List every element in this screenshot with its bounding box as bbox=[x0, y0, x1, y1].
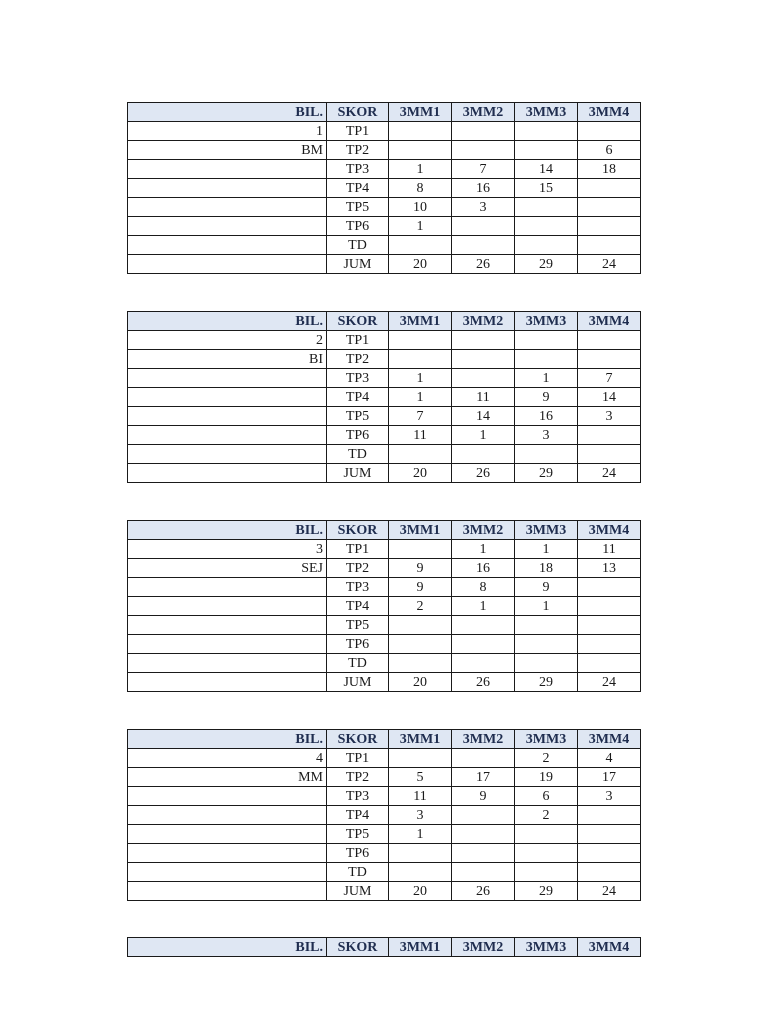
table-row bbox=[128, 616, 641, 635]
skor-cell: TP4 bbox=[327, 806, 389, 825]
value-cell bbox=[515, 236, 578, 255]
header-bil: BIL. bbox=[128, 938, 327, 957]
skor-cell: TP3 bbox=[327, 787, 389, 806]
table-row bbox=[128, 160, 641, 179]
header-class: 3MM1 bbox=[389, 938, 452, 957]
value-cell: 1 bbox=[452, 426, 515, 445]
value-cell bbox=[389, 350, 452, 369]
header-class: 3MM3 bbox=[515, 312, 578, 331]
skor-cell: TP6 bbox=[327, 635, 389, 654]
table-row bbox=[128, 673, 641, 692]
skor-cell: JUM bbox=[327, 255, 389, 274]
skor-cell: TP1 bbox=[327, 749, 389, 768]
skor-cell: TD bbox=[327, 236, 389, 255]
bil-cell bbox=[128, 882, 327, 901]
value-cell bbox=[515, 654, 578, 673]
skor-cell: TP2 bbox=[327, 559, 389, 578]
table-row bbox=[128, 578, 641, 597]
value-cell bbox=[389, 616, 452, 635]
value-cell bbox=[452, 369, 515, 388]
bil-cell bbox=[128, 426, 327, 445]
value-cell bbox=[452, 806, 515, 825]
value-cell: 2 bbox=[515, 749, 578, 768]
value-cell: 9 bbox=[452, 787, 515, 806]
skor-cell: TP1 bbox=[327, 540, 389, 559]
skor-cell: TD bbox=[327, 445, 389, 464]
bil-cell: MM bbox=[128, 768, 327, 787]
value-cell: 11 bbox=[452, 388, 515, 407]
bil-cell bbox=[128, 806, 327, 825]
value-cell: 24 bbox=[578, 464, 641, 483]
header-class: 3MM2 bbox=[452, 103, 515, 122]
skor-cell: TP4 bbox=[327, 388, 389, 407]
value-cell: 20 bbox=[389, 882, 452, 901]
value-cell: 1 bbox=[515, 369, 578, 388]
value-cell: 17 bbox=[578, 768, 641, 787]
skor-cell: TP6 bbox=[327, 217, 389, 236]
value-cell bbox=[515, 616, 578, 635]
value-cell: 1 bbox=[452, 597, 515, 616]
header-class: 3MM3 bbox=[515, 730, 578, 749]
header-class: 3MM3 bbox=[515, 938, 578, 957]
header-class: 3MM1 bbox=[389, 103, 452, 122]
value-cell bbox=[578, 863, 641, 882]
value-cell bbox=[515, 141, 578, 160]
header-class: 3MM1 bbox=[389, 730, 452, 749]
value-cell: 11 bbox=[389, 787, 452, 806]
value-cell: 5 bbox=[389, 768, 452, 787]
value-cell: 16 bbox=[452, 559, 515, 578]
value-cell: 29 bbox=[515, 673, 578, 692]
skor-cell: TP1 bbox=[327, 122, 389, 141]
value-cell bbox=[389, 122, 452, 141]
value-cell: 20 bbox=[389, 255, 452, 274]
table-row bbox=[128, 255, 641, 274]
value-cell: 1 bbox=[389, 217, 452, 236]
bil-cell bbox=[128, 160, 327, 179]
value-cell: 10 bbox=[389, 198, 452, 217]
bil-cell bbox=[128, 578, 327, 597]
header-bil: BIL. bbox=[128, 312, 327, 331]
value-cell bbox=[389, 445, 452, 464]
value-cell: 7 bbox=[389, 407, 452, 426]
value-cell bbox=[389, 749, 452, 768]
value-cell bbox=[452, 825, 515, 844]
bil-cell: SEJ bbox=[128, 559, 327, 578]
table-row bbox=[128, 464, 641, 483]
header-skor: SKOR bbox=[327, 730, 389, 749]
skor-cell: JUM bbox=[327, 882, 389, 901]
table-row bbox=[128, 597, 641, 616]
value-cell: 18 bbox=[515, 559, 578, 578]
value-cell bbox=[452, 122, 515, 141]
value-cell: 14 bbox=[578, 388, 641, 407]
value-cell: 9 bbox=[515, 388, 578, 407]
value-cell bbox=[578, 122, 641, 141]
value-cell bbox=[578, 217, 641, 236]
table-row bbox=[128, 825, 641, 844]
skor-cell: TP5 bbox=[327, 616, 389, 635]
value-cell: 2 bbox=[515, 806, 578, 825]
table-row bbox=[128, 787, 641, 806]
skor-cell: TP2 bbox=[327, 768, 389, 787]
value-cell: 1 bbox=[389, 388, 452, 407]
value-cell bbox=[578, 844, 641, 863]
value-cell: 6 bbox=[578, 141, 641, 160]
skor-cell: TP5 bbox=[327, 407, 389, 426]
table-row bbox=[128, 198, 641, 217]
bil-cell bbox=[128, 179, 327, 198]
value-cell bbox=[515, 863, 578, 882]
table-row bbox=[128, 217, 641, 236]
value-cell: 9 bbox=[389, 578, 452, 597]
header-class: 3MM3 bbox=[515, 103, 578, 122]
value-cell: 1 bbox=[389, 825, 452, 844]
header-bil: BIL. bbox=[128, 521, 327, 540]
skor-cell: TP5 bbox=[327, 825, 389, 844]
value-cell bbox=[389, 540, 452, 559]
header-class: 3MM2 bbox=[452, 938, 515, 957]
value-cell: 19 bbox=[515, 768, 578, 787]
skor-cell: JUM bbox=[327, 464, 389, 483]
value-cell bbox=[578, 825, 641, 844]
bil-cell bbox=[128, 863, 327, 882]
value-cell: 18 bbox=[578, 160, 641, 179]
value-cell: 16 bbox=[515, 407, 578, 426]
value-cell: 1 bbox=[515, 597, 578, 616]
table-row bbox=[128, 445, 641, 464]
bil-cell: 2 bbox=[128, 331, 327, 350]
bil-cell bbox=[128, 198, 327, 217]
bil-cell bbox=[128, 654, 327, 673]
bil-cell bbox=[128, 673, 327, 692]
table-row bbox=[128, 844, 641, 863]
value-cell bbox=[452, 844, 515, 863]
header-skor: SKOR bbox=[327, 103, 389, 122]
value-cell bbox=[578, 635, 641, 654]
value-cell bbox=[452, 635, 515, 654]
table-header-row bbox=[128, 938, 641, 957]
value-cell bbox=[452, 236, 515, 255]
value-cell: 6 bbox=[515, 787, 578, 806]
header-class: 3MM4 bbox=[578, 521, 641, 540]
value-cell: 3 bbox=[578, 787, 641, 806]
header-bil: BIL. bbox=[128, 730, 327, 749]
value-cell: 9 bbox=[515, 578, 578, 597]
header-class: 3MM2 bbox=[452, 312, 515, 331]
bil-cell bbox=[128, 255, 327, 274]
score-table-1 bbox=[127, 102, 641, 274]
value-cell bbox=[515, 198, 578, 217]
value-cell: 3 bbox=[578, 407, 641, 426]
value-cell: 11 bbox=[578, 540, 641, 559]
value-cell bbox=[578, 179, 641, 198]
value-cell: 20 bbox=[389, 673, 452, 692]
value-cell: 24 bbox=[578, 882, 641, 901]
value-cell bbox=[515, 217, 578, 236]
value-cell bbox=[578, 445, 641, 464]
score-table-3 bbox=[127, 520, 641, 692]
bil-cell bbox=[128, 616, 327, 635]
value-cell bbox=[515, 635, 578, 654]
skor-cell: TP5 bbox=[327, 198, 389, 217]
table-header-row bbox=[128, 103, 641, 122]
value-cell bbox=[515, 122, 578, 141]
score-table-5 bbox=[127, 937, 641, 957]
value-cell bbox=[452, 141, 515, 160]
score-table-4 bbox=[127, 729, 641, 901]
table-row bbox=[128, 179, 641, 198]
skor-cell: TD bbox=[327, 654, 389, 673]
value-cell bbox=[389, 331, 452, 350]
header-class: 3MM4 bbox=[578, 103, 641, 122]
table-row bbox=[128, 141, 641, 160]
bil-cell bbox=[128, 388, 327, 407]
bil-cell: 4 bbox=[128, 749, 327, 768]
table-header-row bbox=[128, 312, 641, 331]
value-cell bbox=[389, 844, 452, 863]
value-cell: 20 bbox=[389, 464, 452, 483]
header-class: 3MM4 bbox=[578, 938, 641, 957]
table-row bbox=[128, 350, 641, 369]
value-cell bbox=[452, 445, 515, 464]
skor-cell: TD bbox=[327, 863, 389, 882]
value-cell bbox=[578, 654, 641, 673]
value-cell: 9 bbox=[389, 559, 452, 578]
value-cell: 11 bbox=[389, 426, 452, 445]
skor-cell: TP4 bbox=[327, 597, 389, 616]
value-cell: 3 bbox=[515, 426, 578, 445]
header-skor: SKOR bbox=[327, 521, 389, 540]
value-cell: 7 bbox=[452, 160, 515, 179]
header-skor: SKOR bbox=[327, 938, 389, 957]
value-cell: 4 bbox=[578, 749, 641, 768]
table-row bbox=[128, 122, 641, 141]
bil-cell bbox=[128, 369, 327, 388]
header-class: 3MM1 bbox=[389, 521, 452, 540]
bil-cell bbox=[128, 464, 327, 483]
skor-cell: TP2 bbox=[327, 141, 389, 160]
table-row bbox=[128, 369, 641, 388]
table-row bbox=[128, 654, 641, 673]
value-cell bbox=[452, 863, 515, 882]
value-cell bbox=[578, 331, 641, 350]
value-cell bbox=[515, 350, 578, 369]
value-cell bbox=[389, 654, 452, 673]
value-cell bbox=[578, 597, 641, 616]
value-cell: 14 bbox=[452, 407, 515, 426]
value-cell bbox=[389, 635, 452, 654]
value-cell: 1 bbox=[389, 369, 452, 388]
table-row bbox=[128, 768, 641, 787]
table-row bbox=[128, 426, 641, 445]
skor-cell: TP6 bbox=[327, 426, 389, 445]
value-cell: 1 bbox=[389, 160, 452, 179]
value-cell: 26 bbox=[452, 673, 515, 692]
value-cell: 24 bbox=[578, 255, 641, 274]
value-cell bbox=[515, 331, 578, 350]
table-row bbox=[128, 863, 641, 882]
value-cell bbox=[452, 654, 515, 673]
table-row bbox=[128, 236, 641, 255]
header-skor: SKOR bbox=[327, 312, 389, 331]
skor-cell: JUM bbox=[327, 673, 389, 692]
value-cell bbox=[452, 217, 515, 236]
value-cell bbox=[578, 198, 641, 217]
bil-cell bbox=[128, 407, 327, 426]
value-cell bbox=[578, 350, 641, 369]
header-class: 3MM2 bbox=[452, 730, 515, 749]
value-cell bbox=[452, 616, 515, 635]
score-table-2 bbox=[127, 311, 641, 483]
value-cell: 24 bbox=[578, 673, 641, 692]
bil-cell bbox=[128, 217, 327, 236]
bil-cell bbox=[128, 236, 327, 255]
value-cell: 29 bbox=[515, 255, 578, 274]
value-cell bbox=[515, 844, 578, 863]
value-cell bbox=[452, 331, 515, 350]
value-cell: 7 bbox=[578, 369, 641, 388]
bil-cell: BI bbox=[128, 350, 327, 369]
skor-cell: TP1 bbox=[327, 331, 389, 350]
table-row bbox=[128, 559, 641, 578]
bil-cell bbox=[128, 635, 327, 654]
value-cell: 3 bbox=[452, 198, 515, 217]
value-cell: 1 bbox=[515, 540, 578, 559]
value-cell: 8 bbox=[389, 179, 452, 198]
value-cell: 29 bbox=[515, 464, 578, 483]
value-cell bbox=[389, 236, 452, 255]
value-cell bbox=[452, 350, 515, 369]
table-row bbox=[128, 407, 641, 426]
value-cell bbox=[578, 578, 641, 597]
bil-cell bbox=[128, 445, 327, 464]
header-class: 3MM2 bbox=[452, 521, 515, 540]
value-cell bbox=[515, 445, 578, 464]
value-cell: 29 bbox=[515, 882, 578, 901]
skor-cell: TP4 bbox=[327, 179, 389, 198]
bil-cell bbox=[128, 597, 327, 616]
value-cell: 14 bbox=[515, 160, 578, 179]
table-row bbox=[128, 331, 641, 350]
table-row bbox=[128, 540, 641, 559]
value-cell: 17 bbox=[452, 768, 515, 787]
table-header-row bbox=[128, 521, 641, 540]
value-cell: 3 bbox=[389, 806, 452, 825]
skor-cell: TP6 bbox=[327, 844, 389, 863]
value-cell bbox=[578, 236, 641, 255]
value-cell: 26 bbox=[452, 464, 515, 483]
skor-cell: TP3 bbox=[327, 160, 389, 179]
value-cell: 8 bbox=[452, 578, 515, 597]
table-row bbox=[128, 388, 641, 407]
skor-cell: TP3 bbox=[327, 578, 389, 597]
skor-cell: TP2 bbox=[327, 350, 389, 369]
value-cell bbox=[515, 825, 578, 844]
value-cell bbox=[578, 806, 641, 825]
value-cell: 26 bbox=[452, 255, 515, 274]
value-cell bbox=[452, 749, 515, 768]
value-cell: 15 bbox=[515, 179, 578, 198]
bil-cell bbox=[128, 787, 327, 806]
table-row bbox=[128, 882, 641, 901]
value-cell: 26 bbox=[452, 882, 515, 901]
value-cell: 16 bbox=[452, 179, 515, 198]
table-header-row bbox=[128, 730, 641, 749]
header-bil: BIL. bbox=[128, 103, 327, 122]
value-cell bbox=[578, 426, 641, 445]
table-row bbox=[128, 806, 641, 825]
header-class: 3MM4 bbox=[578, 312, 641, 331]
header-class: 3MM3 bbox=[515, 521, 578, 540]
bil-cell: BM bbox=[128, 141, 327, 160]
table-row bbox=[128, 635, 641, 654]
value-cell: 2 bbox=[389, 597, 452, 616]
value-cell: 13 bbox=[578, 559, 641, 578]
value-cell bbox=[578, 616, 641, 635]
bil-cell bbox=[128, 844, 327, 863]
value-cell: 1 bbox=[452, 540, 515, 559]
bil-cell bbox=[128, 825, 327, 844]
header-class: 3MM4 bbox=[578, 730, 641, 749]
skor-cell: TP3 bbox=[327, 369, 389, 388]
bil-cell: 1 bbox=[128, 122, 327, 141]
value-cell bbox=[389, 863, 452, 882]
table-row bbox=[128, 749, 641, 768]
value-cell bbox=[389, 141, 452, 160]
bil-cell: 3 bbox=[128, 540, 327, 559]
header-class: 3MM1 bbox=[389, 312, 452, 331]
